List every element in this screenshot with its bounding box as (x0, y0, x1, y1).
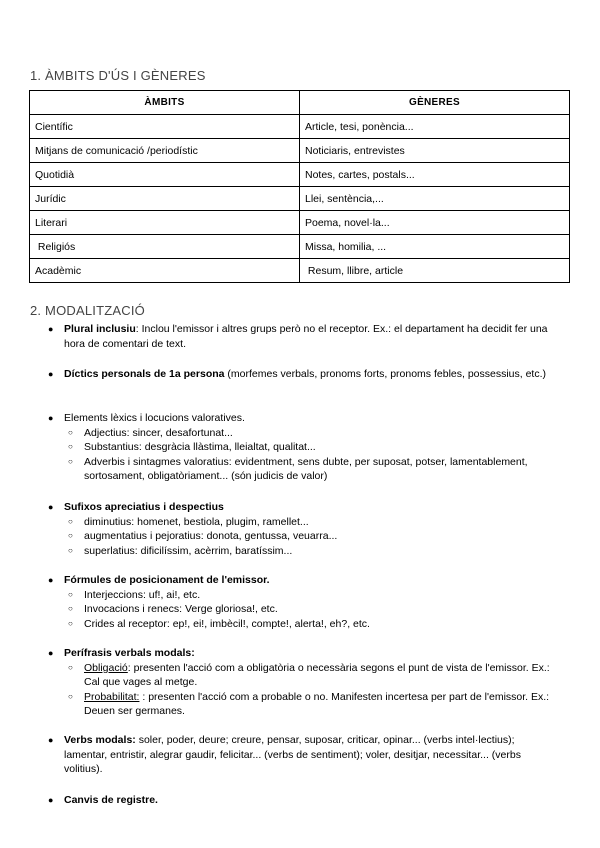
term-verbs: Verbs modals: (64, 734, 136, 746)
circle-bullet-icon: ○ (68, 531, 73, 540)
bullet-icon: ● (48, 648, 54, 658)
table-row (30, 211, 570, 235)
table-row (30, 115, 570, 139)
list-item-dictics (48, 367, 558, 382)
text-elements: Elements lèxics i locucions valoratives. (64, 412, 245, 424)
sub-item-text: augmentatius i pejoratius: donota, gentussa, veuarra... (84, 530, 338, 542)
cell-ambit: Quotidià (30, 163, 300, 187)
sub-item (68, 544, 558, 559)
sub-item-text: Interjeccions: uf!, ai!, etc. (84, 588, 201, 601)
sub-item (68, 529, 558, 544)
table-row (30, 187, 570, 211)
bullet-icon: ● (48, 324, 54, 334)
circle-bullet-icon: ○ (68, 456, 73, 466)
cell-genere: Resum, llibre, article (300, 259, 570, 283)
section-title-ambits: 1. ÀMBITS D'ÚS I GÈNERES (30, 68, 206, 83)
list-item-canvis (48, 793, 558, 808)
cell-ambit: Mitjans de comunicació /periodístic (30, 139, 300, 163)
term-plural: Plural inclusiu (64, 323, 136, 335)
circle-bullet-icon: ○ (68, 442, 73, 451)
term-dictics: Díctics personals de 1a persona (64, 368, 225, 380)
circle-bullet-icon: ○ (68, 545, 73, 555)
term-canvis: Canvis de registre. (64, 794, 158, 806)
desc-verbs: soler, poder, deure; creure, pensar, suposar, criticar, opinar... (verbs intel·lectius); lamentar, entristir, alegrar gaudir, felicitar... (verbs de sentiment); voler, desitjar, necessitar... (verbs volitius). (64, 734, 521, 775)
cell-genere: Llei, sentència,... (300, 187, 570, 211)
bullet-icon: ● (48, 502, 54, 512)
circle-bullet-icon: ○ (68, 618, 73, 628)
ambits-table (29, 90, 570, 283)
table-row (30, 259, 570, 283)
term-perifrasis: Perífrasis verbals modals: (64, 647, 195, 659)
sub-item (68, 515, 558, 530)
cell-ambit: Religiós (30, 235, 300, 259)
sub-item-text: Invocacions i renecs: Verge gloriosa!, etc. (84, 603, 278, 615)
bullet-icon: ● (48, 795, 54, 805)
circle-bullet-icon: ○ (68, 691, 73, 701)
circle-bullet-icon: ○ (68, 662, 73, 672)
desc-plural: : Inclou l'emissor i altres grups però no el receptor. Ex.: el departament ha decidit fer una hora de comentari de text. (64, 323, 548, 350)
list-item-elements (48, 411, 558, 484)
circle-bullet-icon: ○ (68, 516, 73, 526)
cell-ambit: Acadèmic (30, 259, 300, 283)
cell-genere: Noticiaris, entrevistes (300, 139, 570, 163)
header-generes: GÈNERES (300, 91, 570, 115)
table-header-row (30, 91, 570, 115)
list-item-plural (48, 322, 558, 351)
cell-genere: Article, tesi, ponència... (300, 115, 570, 139)
cell-ambit: Literari (30, 211, 300, 235)
circle-bullet-icon: ○ (68, 427, 73, 437)
term-obligacio: Obligació (84, 661, 128, 674)
sub-item-text: Crides al receptor: ep!, ei!, imbècil!, compte!, alerta!, eh?, etc. (84, 617, 370, 630)
circle-bullet-icon: ○ (68, 589, 73, 599)
sub-item-text: Substantius: desgràcia llàstima, lleialtat, qualitat... (84, 441, 316, 453)
table-row (30, 139, 570, 163)
cell-genere: Notes, cartes, postals... (300, 163, 570, 187)
sub-item-text: diminutius: homenet, bestiola, plugim, ramellet... (84, 515, 309, 528)
list-item-formules (48, 573, 558, 631)
desc-dictics: (morfemes verbals, pronoms forts, pronoms febles, possessius, etc.) (224, 368, 547, 380)
list-item-sufixos (48, 500, 558, 558)
sub-item-text: superlatius: dificilíssim, acèrrim, baratíssim... (84, 544, 293, 557)
table-row (30, 163, 570, 187)
sub-item (68, 617, 558, 632)
term-sufixos: Sufixos apreciatius i despectius (64, 501, 224, 513)
section-title-modalitzacio: 2. MODALITZACIÓ (30, 303, 145, 318)
sub-item-text: Adjectius: sincer, desafortunat... (84, 426, 233, 439)
circle-bullet-icon: ○ (68, 604, 73, 613)
sub-item (68, 440, 558, 455)
list-item-perifrasis (48, 646, 558, 719)
sub-item (68, 661, 558, 690)
bullet-icon: ● (48, 735, 54, 745)
header-ambits: ÀMBITS (30, 91, 300, 115)
sub-item (68, 426, 558, 441)
bullet-icon: ● (48, 413, 54, 423)
desc-obligacio: : presenten l'acció com a obligatòria o necessària segons el punt de vista de l'emissor. Ex.: Cal que vages al metge. (84, 661, 550, 688)
cell-ambit: Jurídic (30, 187, 300, 211)
cell-genere: Missa, homilia, ... (300, 235, 570, 259)
term-formules: Fórmules de posicionament de l'emissor. (64, 574, 270, 586)
table-row (30, 235, 570, 259)
list-item-verbs (48, 733, 558, 777)
sub-item (68, 588, 558, 603)
sub-item (68, 455, 558, 484)
cell-ambit: Científic (30, 115, 300, 139)
sub-item (68, 602, 558, 617)
bullet-icon: ● (48, 575, 54, 585)
bullet-icon: ● (48, 369, 54, 379)
sub-item (68, 690, 558, 719)
desc-probabilitat: : presenten l'acció com a probable o no. Manifesten incertesa per part de l'emissor. Ex.: Deuen ser germanes. (84, 690, 550, 717)
sub-item-text: Adverbis i sintagmes valoratius: evidentment, sens dubte, per suposat, potser, lamentablement, sortosament, obligatòriament... (són judicis de valor) (84, 455, 528, 482)
cell-genere: Poema, novel·la... (300, 211, 570, 235)
term-probabilitat: Probabilitat: (84, 690, 140, 703)
